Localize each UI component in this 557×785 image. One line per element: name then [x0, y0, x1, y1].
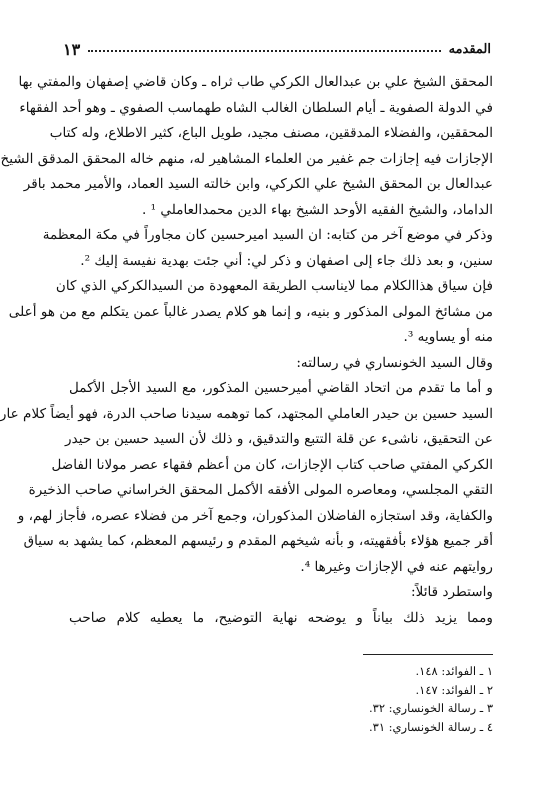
footnote-divider [363, 654, 493, 655]
body-line: ومما يزيد ذلك بياناً و يوضحه نهاية التوضيح، ما يعطيه كلام صاحب [69, 609, 493, 626]
body-line: في الدولة الصفوية ـ أيام السلطان الغالب الشاه طهماسب الصفوي ـ وهو أحد الفقهاء [19, 99, 493, 116]
body-line: السيد حسين بن حيدر العاملي المجتهد، كما توهمه سيدنا صاحب الدرة، فهو أيضاً كلام عار [0, 405, 493, 422]
body-line: سنين، و بعد ذلك جاء إلى اصفهان و ذكر لي: أني جئت بهدية نفيسة إليك ². [80, 252, 493, 269]
body-line: المحققين، والفضلاء المدققين، مصنف مجيد، طويل الباع، كثير الاطلاع، وله كتاب [49, 125, 493, 141]
footnote: ٣ ـ رسالة الخونساري: ٣٢. [368, 701, 493, 716]
body-line: المحقق الشيخ علي بن عبدالعال الكركي طاب ثراه ـ وكان قاضي إصفهان والمفتي بها [18, 74, 493, 90]
body-line: منه أو يساويه ³. [403, 329, 493, 345]
body-line: و أما ما تقدم من اتحاد القاضي أميرحسين المذكور، مع السيد الأجل الأكمل [69, 380, 493, 396]
body-line: الكركي المفتي صاحب كتاب الإجازات، كان من أعظم فقهاء عصر مولانا الفاضل [51, 456, 493, 473]
body-line: روايتهم عنه في الإجازات وغيرها ⁴. [300, 558, 493, 575]
body-line: من مشائخ المولى المذكور و بنيه، و إنما هو كلام يصدر غالباً عمن يتكلم مع من هو أعلى [8, 303, 493, 320]
body-line: وقال السيد الخونساري في رسالته: [296, 354, 493, 371]
body-line: الإجازات فيه إجازات جم غفير من العلماء المشاهير له، منهم خاله المحقق المدقق الشيخ [0, 150, 493, 167]
page-header [63, 36, 491, 62]
body-line: الداماد، والشيخ الفقيه الأوحد الشيخ بهاء الدين محمدالعاملي ¹ . [141, 201, 493, 218]
body-line: التقي المجلسي، ومعاصره المولى الأفقه الأكمل المحقق الخراساني صاحب الذخيرة [28, 482, 493, 498]
body-line: فإن سياق هذاالكلام مما لايناسب الطريقة المعهودة من السيدالكركي الذي كان [55, 278, 493, 294]
body-line: عن التحقيق، ناشىء عن قلة التتبع والتدقيق، و ذلك لأن السيد حسين بن حيدر [65, 431, 493, 447]
body-text [0, 70, 493, 631]
header-dotted-leader [88, 50, 440, 52]
body-line: وذكر في موضع آخر من كتابه: ان السيد اميرحسين كان مجاوراً في مكة المعظمة [42, 227, 493, 243]
running-title: المقدمه [448, 41, 491, 57]
body-line: أقر جميع هؤلاء بأفقهيته، و بأنه شيخهم المقدم و رئيسهم المعظم، كما يشهد به سياق [23, 533, 493, 549]
footnote: ٢ ـ الفوائد: ١٤٧. [415, 682, 493, 697]
body-line: والكفاية، وقد استجازه الفاضلان المذكوران، وجمع آخر من فضلاء عصره، فأجاز لهم، و [17, 507, 493, 524]
footnote: ١ ـ الفوائد: ١٤٨. [415, 664, 493, 678]
body-line: عبدالعال بن المحقق الشيخ علي الكركي، وابن خالته السيد العماد، والأمير محمد باقر [23, 176, 493, 192]
page-number: ١٣ [63, 39, 81, 59]
body-line: واستطرد قائلاً: [411, 584, 493, 600]
footnote: ٤ ـ رسالة الخونساري: ٣١. [368, 719, 493, 734]
footnotes [289, 662, 493, 736]
